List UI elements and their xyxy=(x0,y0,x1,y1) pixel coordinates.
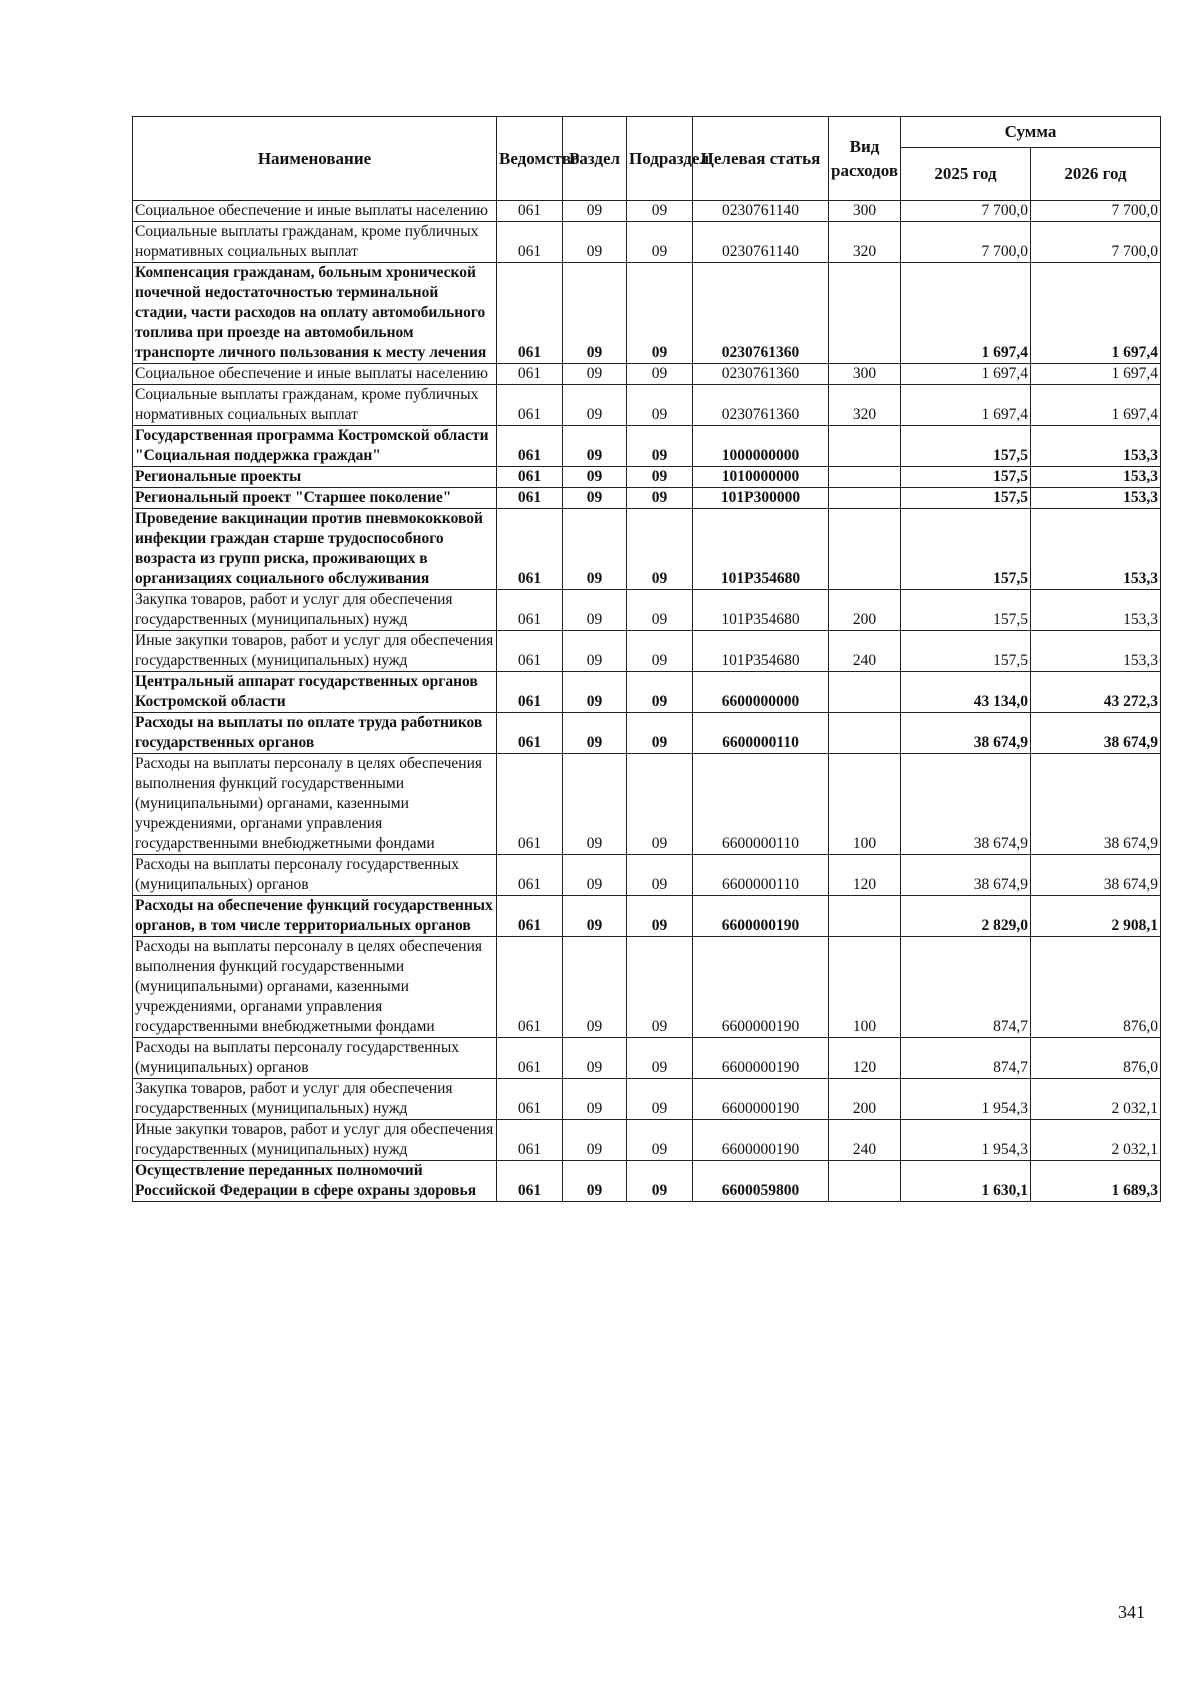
row-podrazdel: 09 xyxy=(627,385,693,426)
row-sum-2025: 157,5 xyxy=(901,590,1031,631)
row-vedomstvo: 061 xyxy=(497,754,563,855)
table-row xyxy=(133,467,1161,488)
row-vedomstvo: 061 xyxy=(497,713,563,754)
row-razdel: 09 xyxy=(563,201,627,222)
table-row xyxy=(133,426,1161,467)
row-razdel: 09 xyxy=(563,754,627,855)
row-sum-2026: 2 032,1 xyxy=(1031,1120,1161,1161)
row-vedomstvo: 061 xyxy=(497,896,563,937)
row-sum-2025: 1 630,1 xyxy=(901,1161,1031,1202)
row-vid-rashodov: 100 xyxy=(829,754,901,855)
row-vid-rashodov: 100 xyxy=(829,937,901,1038)
header-name: Наименование xyxy=(133,117,497,201)
row-podrazdel: 09 xyxy=(627,1038,693,1079)
row-sum-2025: 157,5 xyxy=(901,467,1031,488)
row-podrazdel: 09 xyxy=(627,672,693,713)
header-summa: Сумма xyxy=(901,117,1161,148)
row-celevaya-statya: 0230761360 xyxy=(693,364,829,385)
row-vedomstvo: 061 xyxy=(497,1079,563,1120)
row-sum-2025: 7 700,0 xyxy=(901,201,1031,222)
row-sum-2026: 2 032,1 xyxy=(1031,1079,1161,1120)
row-vid-rashodov xyxy=(829,1161,901,1202)
table-row xyxy=(133,937,1161,1038)
row-podrazdel: 09 xyxy=(627,1079,693,1120)
row-razdel: 09 xyxy=(563,631,627,672)
table-row xyxy=(133,1079,1161,1120)
row-name: Компенсация гражданам, больным хронической почечной недостаточностью терминальной стадии, части расходов на оплату автомобильного топлива при проезде на автомобильном транспорте личного пользования к месту лечения xyxy=(133,263,497,364)
header-year-2025: 2025 год xyxy=(901,148,1031,201)
row-celevaya-statya: 0230761140 xyxy=(693,222,829,263)
row-razdel: 09 xyxy=(563,222,627,263)
row-celevaya-statya: 101P354680 xyxy=(693,590,829,631)
header-celevaya-statya: Целевая статья xyxy=(693,117,829,201)
row-celevaya-statya: 6600000110 xyxy=(693,754,829,855)
row-celevaya-statya: 0230761360 xyxy=(693,263,829,364)
row-vedomstvo: 061 xyxy=(497,631,563,672)
row-vid-rashodov: 120 xyxy=(829,1038,901,1079)
row-vid-rashodov xyxy=(829,263,901,364)
row-podrazdel: 09 xyxy=(627,754,693,855)
row-razdel: 09 xyxy=(563,1038,627,1079)
table-row xyxy=(133,509,1161,590)
row-razdel: 09 xyxy=(563,509,627,590)
row-vid-rashodov: 120 xyxy=(829,855,901,896)
row-razdel: 09 xyxy=(563,385,627,426)
row-vid-rashodov xyxy=(829,509,901,590)
row-name: Закупка товаров, работ и услуг для обеспечения государственных (муниципальных) нужд xyxy=(133,1079,497,1120)
row-celevaya-statya: 6600000000 xyxy=(693,672,829,713)
row-vedomstvo: 061 xyxy=(497,672,563,713)
row-podrazdel: 09 xyxy=(627,509,693,590)
row-podrazdel: 09 xyxy=(627,364,693,385)
row-vid-rashodov xyxy=(829,896,901,937)
table-row xyxy=(133,896,1161,937)
row-podrazdel: 09 xyxy=(627,713,693,754)
row-vid-rashodov: 320 xyxy=(829,222,901,263)
row-podrazdel: 09 xyxy=(627,467,693,488)
row-vid-rashodov: 200 xyxy=(829,1079,901,1120)
row-podrazdel: 09 xyxy=(627,222,693,263)
row-name: Расходы на обеспечение функций государственных органов, в том числе территориальных органов xyxy=(133,896,497,937)
row-razdel: 09 xyxy=(563,364,627,385)
row-name: Расходы на выплаты персоналу государственных (муниципальных) органов xyxy=(133,1038,497,1079)
row-vid-rashodov: 200 xyxy=(829,590,901,631)
table-row xyxy=(133,754,1161,855)
row-sum-2025: 157,5 xyxy=(901,509,1031,590)
row-vid-rashodov: 240 xyxy=(829,631,901,672)
row-sum-2025: 1 954,3 xyxy=(901,1120,1031,1161)
row-razdel: 09 xyxy=(563,488,627,509)
row-razdel: 09 xyxy=(563,1120,627,1161)
row-sum-2026: 153,3 xyxy=(1031,509,1161,590)
row-vedomstvo: 061 xyxy=(497,590,563,631)
row-podrazdel: 09 xyxy=(627,855,693,896)
row-sum-2026: 153,3 xyxy=(1031,590,1161,631)
table-row xyxy=(133,488,1161,509)
row-sum-2025: 2 829,0 xyxy=(901,896,1031,937)
row-sum-2025: 874,7 xyxy=(901,937,1031,1038)
row-vid-rashodov xyxy=(829,713,901,754)
row-celevaya-statya: 0230761360 xyxy=(693,385,829,426)
budget-table xyxy=(132,116,1161,1202)
header-vedomstvo: Ведомство xyxy=(497,117,563,201)
row-sum-2026: 38 674,9 xyxy=(1031,754,1161,855)
row-sum-2025: 43 134,0 xyxy=(901,672,1031,713)
row-celevaya-statya: 6600000190 xyxy=(693,1079,829,1120)
row-razdel: 09 xyxy=(563,1079,627,1120)
row-razdel: 09 xyxy=(563,855,627,896)
row-name: Центральный аппарат государственных органов Костромской области xyxy=(133,672,497,713)
row-sum-2025: 874,7 xyxy=(901,1038,1031,1079)
row-name: Осуществление переданных полномочий Российской Федерации в сфере охраны здоровья xyxy=(133,1161,497,1202)
table-body xyxy=(133,201,1161,1202)
row-sum-2025: 7 700,0 xyxy=(901,222,1031,263)
row-name: Региональный проект "Старшее поколение" xyxy=(133,488,497,509)
row-sum-2026: 153,3 xyxy=(1031,426,1161,467)
row-celevaya-statya: 1010000000 xyxy=(693,467,829,488)
table-row xyxy=(133,201,1161,222)
row-celevaya-statya: 0230761140 xyxy=(693,201,829,222)
row-podrazdel: 09 xyxy=(627,1120,693,1161)
row-razdel: 09 xyxy=(563,713,627,754)
row-name: Расходы на выплаты персоналу в целях обеспечения выполнения функций государственными (муниципальными) органами, казенными учреждениями, органами управления государственными внебюджетными фондами xyxy=(133,754,497,855)
row-sum-2026: 2 908,1 xyxy=(1031,896,1161,937)
row-vid-rashodov xyxy=(829,426,901,467)
row-sum-2026: 876,0 xyxy=(1031,937,1161,1038)
header-podrazdel: Подраздел xyxy=(627,117,693,201)
row-sum-2026: 876,0 xyxy=(1031,1038,1161,1079)
row-sum-2026: 153,3 xyxy=(1031,631,1161,672)
row-name: Расходы на выплаты персоналу государственных (муниципальных) органов xyxy=(133,855,497,896)
row-podrazdel: 09 xyxy=(627,263,693,364)
row-razdel: 09 xyxy=(563,590,627,631)
row-podrazdel: 09 xyxy=(627,1161,693,1202)
row-name: Проведение вакцинации против пневмококковой инфекции граждан старше трудоспособного возраста из групп риска, проживающих в организациях социального обслуживания xyxy=(133,509,497,590)
row-vid-rashodov xyxy=(829,488,901,509)
row-celevaya-statya: 6600000190 xyxy=(693,896,829,937)
row-vedomstvo: 061 xyxy=(497,1161,563,1202)
row-sum-2026: 38 674,9 xyxy=(1031,713,1161,754)
row-sum-2025: 157,5 xyxy=(901,488,1031,509)
row-name: Социальное обеспечение и иные выплаты населению xyxy=(133,201,497,222)
row-sum-2026: 7 700,0 xyxy=(1031,222,1161,263)
row-celevaya-statya: 6600000190 xyxy=(693,1120,829,1161)
row-vedomstvo: 061 xyxy=(497,488,563,509)
row-name: Закупка товаров, работ и услуг для обеспечения государственных (муниципальных) нужд xyxy=(133,590,497,631)
row-name: Социальное обеспечение и иные выплаты населению xyxy=(133,364,497,385)
row-name: Социальные выплаты гражданам, кроме публичных нормативных социальных выплат xyxy=(133,385,497,426)
table-row xyxy=(133,263,1161,364)
header-year-2026: 2026 год xyxy=(1031,148,1161,201)
header-row xyxy=(133,117,1161,148)
row-sum-2025: 38 674,9 xyxy=(901,855,1031,896)
row-vid-rashodov: 300 xyxy=(829,201,901,222)
row-vedomstvo: 061 xyxy=(497,364,563,385)
row-name: Иные закупки товаров, работ и услуг для обеспечения государственных (муниципальных) нужд xyxy=(133,1120,497,1161)
table-row xyxy=(133,1120,1161,1161)
row-sum-2025: 38 674,9 xyxy=(901,754,1031,855)
row-sum-2025: 38 674,9 xyxy=(901,713,1031,754)
row-vedomstvo: 061 xyxy=(497,1120,563,1161)
row-vid-rashodov: 320 xyxy=(829,385,901,426)
row-sum-2026: 153,3 xyxy=(1031,467,1161,488)
row-podrazdel: 09 xyxy=(627,426,693,467)
table-row xyxy=(133,672,1161,713)
row-celevaya-statya: 101P354680 xyxy=(693,631,829,672)
row-sum-2025: 1 954,3 xyxy=(901,1079,1031,1120)
row-sum-2026: 38 674,9 xyxy=(1031,855,1161,896)
row-razdel: 09 xyxy=(563,1161,627,1202)
table-row xyxy=(133,855,1161,896)
row-sum-2026: 1 697,4 xyxy=(1031,263,1161,364)
table-row xyxy=(133,222,1161,263)
row-celevaya-statya: 6600000110 xyxy=(693,713,829,754)
table-row xyxy=(133,385,1161,426)
row-vedomstvo: 061 xyxy=(497,426,563,467)
row-podrazdel: 09 xyxy=(627,590,693,631)
row-razdel: 09 xyxy=(563,467,627,488)
row-name: Государственная программа Костромской области "Социальная поддержка граждан" xyxy=(133,426,497,467)
row-vedomstvo: 061 xyxy=(497,1038,563,1079)
row-celevaya-statya: 6600059800 xyxy=(693,1161,829,1202)
row-vid-rashodov: 300 xyxy=(829,364,901,385)
row-sum-2026: 1 697,4 xyxy=(1031,385,1161,426)
row-vedomstvo: 061 xyxy=(497,467,563,488)
row-vedomstvo: 061 xyxy=(497,201,563,222)
row-podrazdel: 09 xyxy=(627,937,693,1038)
row-celevaya-statya: 6600000190 xyxy=(693,1038,829,1079)
row-sum-2025: 157,5 xyxy=(901,631,1031,672)
row-celevaya-statya: 101P300000 xyxy=(693,488,829,509)
row-sum-2025: 1 697,4 xyxy=(901,263,1031,364)
row-vedomstvo: 061 xyxy=(497,385,563,426)
row-podrazdel: 09 xyxy=(627,488,693,509)
row-celevaya-statya: 101P354680 xyxy=(693,509,829,590)
row-vedomstvo: 061 xyxy=(497,855,563,896)
row-name: Расходы на выплаты персоналу в целях обеспечения выполнения функций государственными (муниципальными) органами, казенными учреждениями, органами управления государственными внебюджетными фондами xyxy=(133,937,497,1038)
row-vedomstvo: 061 xyxy=(497,222,563,263)
row-sum-2026: 1 697,4 xyxy=(1031,364,1161,385)
table-row xyxy=(133,631,1161,672)
row-razdel: 09 xyxy=(563,896,627,937)
row-celevaya-statya: 6600000110 xyxy=(693,855,829,896)
row-podrazdel: 09 xyxy=(627,201,693,222)
row-sum-2025: 1 697,4 xyxy=(901,364,1031,385)
row-vedomstvo: 061 xyxy=(497,509,563,590)
row-celevaya-statya: 6600000190 xyxy=(693,937,829,1038)
row-sum-2026: 43 272,3 xyxy=(1031,672,1161,713)
row-podrazdel: 09 xyxy=(627,631,693,672)
row-vid-rashodov xyxy=(829,672,901,713)
row-razdel: 09 xyxy=(563,426,627,467)
row-vedomstvo: 061 xyxy=(497,937,563,1038)
header-vid-rashodov: Вид расходов xyxy=(829,117,901,201)
table-row xyxy=(133,590,1161,631)
row-razdel: 09 xyxy=(563,937,627,1038)
row-celevaya-statya: 1000000000 xyxy=(693,426,829,467)
table-row xyxy=(133,713,1161,754)
row-name: Расходы на выплаты по оплате труда работников государственных органов xyxy=(133,713,497,754)
row-razdel: 09 xyxy=(563,672,627,713)
row-razdel: 09 xyxy=(563,263,627,364)
table-row xyxy=(133,1038,1161,1079)
row-sum-2026: 1 689,3 xyxy=(1031,1161,1161,1202)
row-sum-2026: 153,3 xyxy=(1031,488,1161,509)
row-vid-rashodov xyxy=(829,467,901,488)
row-name: Социальные выплаты гражданам, кроме публичных нормативных социальных выплат xyxy=(133,222,497,263)
row-vedomstvo: 061 xyxy=(497,263,563,364)
row-sum-2025: 157,5 xyxy=(901,426,1031,467)
row-sum-2025: 1 697,4 xyxy=(901,385,1031,426)
row-name: Иные закупки товаров, работ и услуг для обеспечения государственных (муниципальных) нужд xyxy=(133,631,497,672)
row-podrazdel: 09 xyxy=(627,896,693,937)
table-row xyxy=(133,1161,1161,1202)
table-row xyxy=(133,364,1161,385)
row-vid-rashodov: 240 xyxy=(829,1120,901,1161)
header-razdel: Раздел xyxy=(563,117,627,201)
page-number: 341 xyxy=(1118,1602,1145,1622)
row-name: Региональные проекты xyxy=(133,467,497,488)
row-sum-2026: 7 700,0 xyxy=(1031,201,1161,222)
